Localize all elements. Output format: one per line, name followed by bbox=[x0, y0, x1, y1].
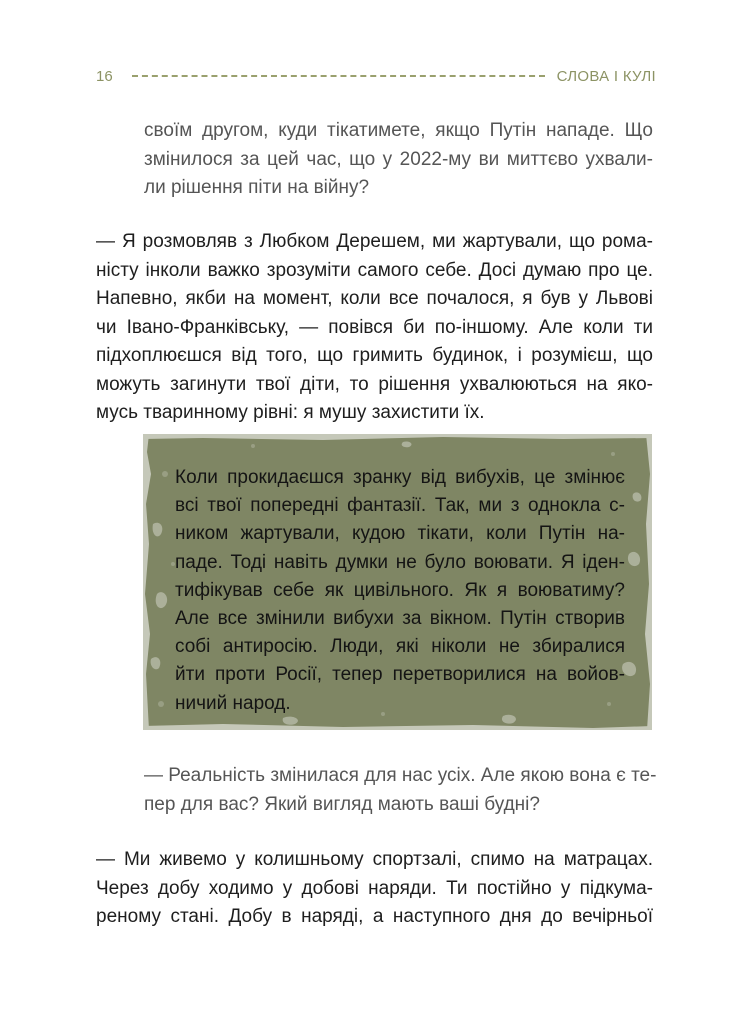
text-line: реному стані. Добу в наряді, а наступного дня до вечірньої bbox=[96, 906, 653, 927]
text-line: можуть загинути твої діти, то рішення ухвалюються на яко- bbox=[96, 373, 653, 395]
question-paragraph-2 bbox=[144, 762, 657, 819]
answer-paragraph-2 bbox=[96, 846, 653, 932]
quote-line: Коли прокидаєшся зранку від вибухів, це змінює bbox=[175, 467, 625, 488]
question-paragraph-1 bbox=[144, 117, 653, 203]
text-line: мусь тваринному рівні: я мушу захистити їх. bbox=[96, 402, 485, 423]
header-dashed-rule bbox=[132, 75, 545, 77]
text-line: своїм другом, куди тікатимете, якщо Путін нападе. Що bbox=[144, 120, 653, 141]
quote-line: всі твої попередні фантазії. Так, ми з однокла с- bbox=[175, 495, 625, 517]
pull-quote-box bbox=[143, 434, 652, 730]
quote-line: ником жартували, кудою тікати, коли Путін на- bbox=[175, 523, 625, 545]
text-line: ли рішення піти на війну? bbox=[144, 177, 370, 198]
quote-line: ничий народ. bbox=[175, 692, 291, 714]
quote-line: йти проти Росії, тепер перетворилися на войов- bbox=[175, 664, 625, 686]
answer-paragraph-1 bbox=[96, 228, 653, 428]
page-number: 16 bbox=[96, 67, 113, 85]
text-line: — Ми живемо у колишньому спортзалі, спимо на матрацах. bbox=[96, 849, 653, 870]
text-line: чи Івано-Франківську, — повівся би по-іншому. Але коли ти bbox=[96, 316, 653, 338]
text-line: змінилося за цей час, що у 2022-му ви миттєво ухвали- bbox=[144, 148, 653, 170]
pull-quote-text bbox=[175, 464, 625, 718]
text-line: — Реальність змінилася для нас усіх. Але якою вона є те- bbox=[144, 765, 657, 786]
book-title: СЛОВА І КУЛІ bbox=[556, 67, 656, 85]
quote-line: паде. Тоді навіть думки не було воювати. Я іден- bbox=[175, 551, 625, 573]
text-line: пер для вас? Який вигляд мають ваші будні? bbox=[144, 793, 540, 815]
text-line: Напевно, якби на момент, коли все почалося, я був у Львові bbox=[96, 288, 653, 309]
quote-line: тифікував себе як цивільного. Як я воюватиму? bbox=[175, 579, 625, 601]
text-line: підхоплюєшся від того, що гримить будинок, і розумієш, що bbox=[96, 345, 653, 366]
text-line: — Я розмовляв з Любком Дерешем, ми жартували, що рома- bbox=[96, 231, 653, 252]
running-header bbox=[96, 64, 656, 88]
quote-line: Але все змінили вибухи за вікном. Путін створив bbox=[175, 608, 625, 630]
quote-line: собі антиросію. Люди, які ніколи не збиралися bbox=[175, 636, 625, 658]
text-line: ністу інколи важко зрозуміти самого себе. Досі думаю про це. bbox=[96, 259, 653, 281]
text-line: Через добу ходимо у добові наряди. Ти постійно у підкума- bbox=[96, 877, 653, 899]
